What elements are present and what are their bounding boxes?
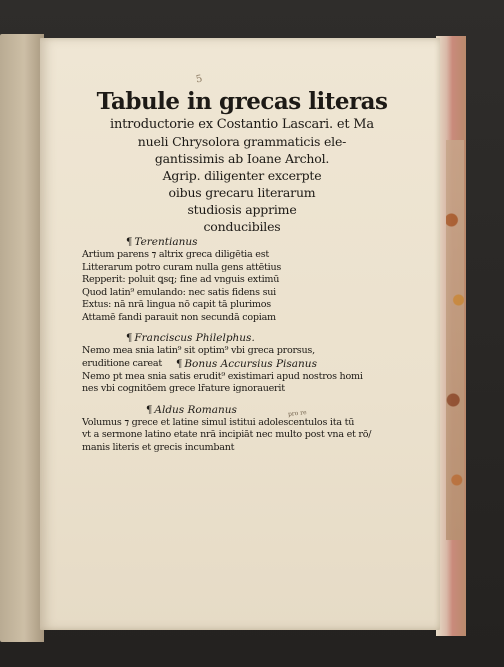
marbled-endpaper xyxy=(446,140,464,540)
section-heading-text: Franciscus Philelphus. xyxy=(134,332,255,344)
title-line: studiosis apprime xyxy=(187,202,297,217)
text-line: Nemo mea snia latin⁹ sit optim⁹ vbi greca prorsus, xyxy=(82,345,315,356)
text-line: manis literis et grecis incumbant xyxy=(82,441,235,453)
text-line: eruditione careat xyxy=(82,357,162,369)
pilcrow-icon: ¶ xyxy=(126,237,133,248)
pilcrow-icon: ¶ xyxy=(146,404,153,416)
section-heading xyxy=(82,332,382,345)
text-line: Litterarum potro curam nulla gens attētius xyxy=(82,261,282,273)
section-heading-text: Bonus Accursius Pisanus xyxy=(184,357,317,370)
title-line: oibus grecaru literarum xyxy=(168,185,316,200)
pilcrow-icon: ¶ xyxy=(126,333,133,344)
title-block xyxy=(92,88,392,235)
section-heading-text: Terentianus xyxy=(134,236,198,248)
body-text xyxy=(82,236,382,454)
text-row xyxy=(82,358,382,371)
text-line: nes vbi cognitōem grece lr̄ature ignorauerit xyxy=(82,383,285,394)
text-line: Extus: nā nrā lingua nō capit tā plurimos xyxy=(82,299,271,310)
book-left-edge xyxy=(0,34,44,642)
pilcrow-icon: ¶ xyxy=(175,358,183,370)
margin-note: pro re xyxy=(287,409,307,418)
section-gap xyxy=(82,396,382,404)
section-heading-text: Aldus Romanus xyxy=(154,403,237,416)
text-line: vt a sermone latino etate nrā incipiāt nec multo post vna et rō/ xyxy=(82,429,372,440)
text-line: Quod latin⁹ emulando: nec satis fidens sui xyxy=(82,286,276,298)
title-line: conducibiles xyxy=(203,219,281,234)
text-line: Repperit: poluit ꝗsq; fine ad vnguis extimū xyxy=(82,274,280,285)
section-heading xyxy=(176,358,317,371)
text-line: Artium parens ⁊ altrix greca diligētia est xyxy=(82,249,269,260)
page-number-mark: 5 xyxy=(195,73,204,86)
text-line: Volumus ⁊ grece et latine simul istitui adolescentulos ita tū xyxy=(82,416,355,428)
section-heading xyxy=(82,404,382,417)
title-line: gantissimis ab Ioane Archol. xyxy=(154,151,330,166)
section-heading xyxy=(82,236,382,249)
title-line: introductorie ex Costantio Lascari. et Ma xyxy=(110,117,374,132)
text-line: Nemo pt mea snia satis erudit⁹ existimari apud nostros homi xyxy=(82,370,363,382)
title-line: Tabule in grecas literas xyxy=(96,88,388,115)
section-gap xyxy=(82,324,382,332)
title-line: nueli Chrysolora grammaticis ele- xyxy=(137,134,347,149)
text-line: Attamē fandi parauit non secundā copiam xyxy=(82,311,276,323)
title-line: Agrip. diligenter excerpte xyxy=(162,168,322,183)
